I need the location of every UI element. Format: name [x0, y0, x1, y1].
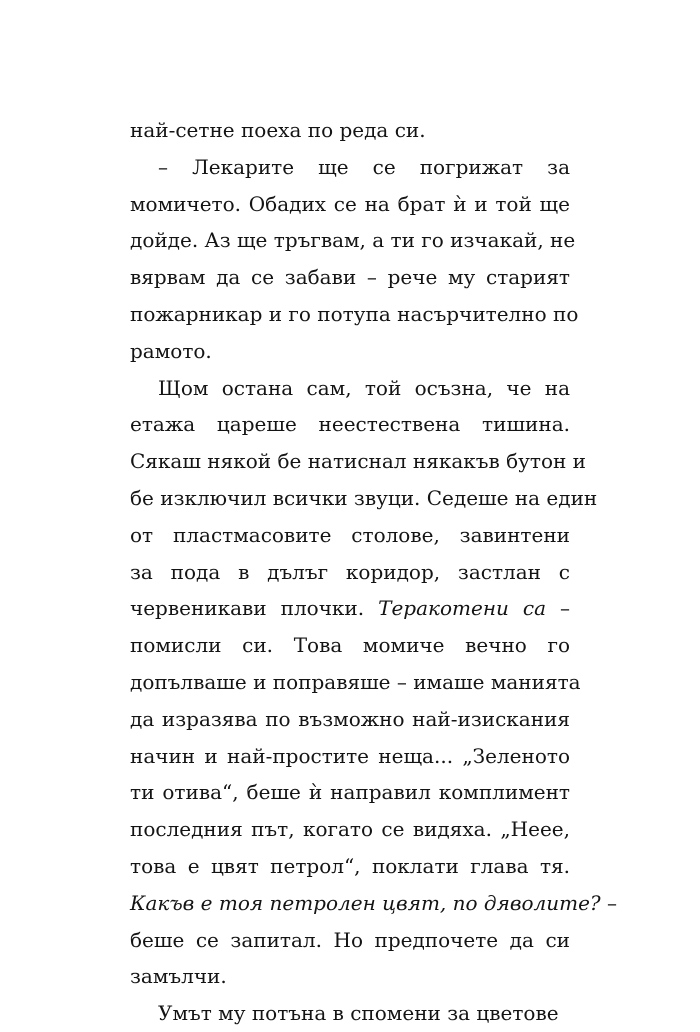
text-line: допълваше и поправяше – имаше манията [130, 669, 581, 694]
text-line: – Лекарите ще се погрижат за [158, 154, 570, 179]
text-line: пожарникар и го потупа насърчително по [130, 301, 579, 326]
text-segment: – [600, 890, 617, 915]
text-line: ти отива“, беше ѝ направил комплимент [130, 780, 570, 805]
text-line [130, 590, 570, 627]
italic-thought: Какъв е тоя петролен цвят, по дяволите? [130, 890, 601, 915]
text-line: Щом остана сам, той осъзна, че на [158, 375, 570, 400]
text-line: етажа цареше неестествена тишина. [130, 412, 570, 437]
text-line: Умът му потъна в спомени за цветове [158, 1001, 559, 1026]
text-line: замълчи. [130, 964, 227, 989]
text-line: беше се запитал. Но предпочете да си [130, 927, 570, 952]
italic-thought: Теракотени са [378, 596, 546, 621]
text-line: момичето. Обадих се на брат ѝ и той ще [130, 191, 570, 216]
text-segment: – [546, 596, 570, 621]
text-line: дойде. Аз ще тръгвам, а ти го изчакай, не [130, 228, 576, 253]
text-line: най-сетне поеха по реда си. [130, 118, 426, 142]
text-line: помисли си. Това момиче вечно го [130, 633, 570, 658]
text-line: Сякаш някой бе натиснал някакъв бутон и [130, 449, 587, 474]
text-line: вярвам да се забави – рече му старият [130, 265, 570, 290]
text-line: от пластмасовите столове, завинтени [130, 522, 570, 547]
text-segment: червеникави плочки. [130, 596, 379, 621]
text-line: за пода в дълъг коридор, застлан с [130, 559, 570, 584]
text-line: начин и най-простите неща... „Зеленото [130, 743, 570, 768]
text-line: бе изключил всички звуци. Седеше на един [130, 485, 598, 510]
text-line: рамото. [130, 338, 212, 363]
body-text [130, 112, 617, 1032]
text-line: последния път, когато се видяха. „Нееe, [130, 817, 570, 842]
text-line [130, 885, 617, 922]
text-line: това е цвят петрол“, поклати глава тя. [130, 853, 570, 878]
text-line: да изразява по възможно най-изискания [130, 706, 570, 731]
